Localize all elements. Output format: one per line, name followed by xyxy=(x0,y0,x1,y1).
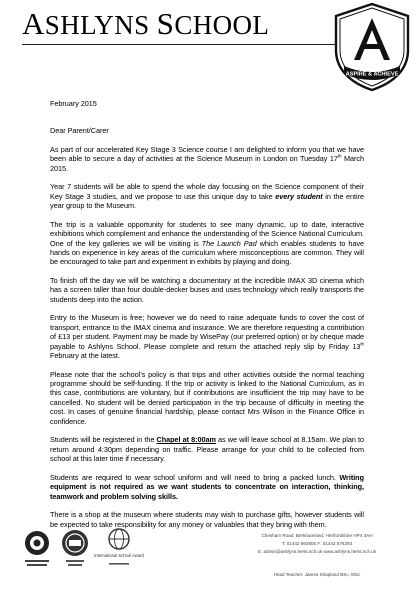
affiliation-logo-2 xyxy=(60,527,90,571)
letter-date: February 2015 xyxy=(50,99,97,108)
text-span: which enables students to have hands on experience in key areas of the curriculum where misconceptions are common. They will be encouraged to take part and experiment in exhibits by playing and doing. xyxy=(50,238,364,267)
text-span: February at the latest. xyxy=(50,351,120,361)
paragraph-7 xyxy=(50,435,364,463)
crest-motto: ASPIRE & ACHIEVE xyxy=(345,71,399,78)
international-school-award-logo xyxy=(94,527,144,573)
paragraph-2 xyxy=(50,182,364,210)
paragraph-8 xyxy=(50,473,364,501)
text-span: The trip is a valuable opportunity for students to see many dynamic, up to date, interactive exhibitions which complement and enhance the understanding of the Science National Curriculum. One of the key galleries we will be visiting is xyxy=(50,219,364,248)
text-span: As part of our accelerated Key Stage 3 Science course I am delighted to inform you that we have been able to secure a day of activities at the Science Museum in London on Tuesday 17 xyxy=(50,145,364,164)
text-span: as we will leave school at 8.15am. We plan to return around 4:30pm depending on traffic. Please arrange for your child to be collected from school at this later time if necessary. xyxy=(50,435,364,464)
paragraph-5 xyxy=(50,313,364,360)
paragraph-1 xyxy=(50,145,364,173)
salutation: Dear Parent/Carer xyxy=(50,126,109,136)
school-crest-logo xyxy=(330,2,414,92)
text-span: Students are required to wear school uniform and will need to bring a packed lunch. xyxy=(50,472,340,482)
email-line: E: admin@ashlyns.herts.sch.uk www.ashlyns.herts.sch.uk xyxy=(257,548,377,554)
text-span: in the entire year group to the Museum. xyxy=(50,191,364,211)
registration-time: Chapel at 8:00am xyxy=(156,435,216,445)
paragraph-3 xyxy=(50,220,364,267)
letter-body xyxy=(50,99,364,538)
address-line: Chesham Road, Berkhamsted, Hertfordshire HP4 3AH xyxy=(261,533,373,538)
head-teacher: Head Teacher: James Shapland BSc, MSc xyxy=(273,572,361,577)
school-name xyxy=(22,6,322,41)
accreditation-logos xyxy=(22,525,144,580)
text-span: Year 7 students will be able to spend the whole day focusing on the Science component of their Key Stage 3 studies, and we propose to use this unique day to take xyxy=(50,182,364,201)
ordinal-suffix: th xyxy=(360,341,364,347)
paragraph-6: Please note that the school’s policy is that trips and other activities outside the normal teaching programme should be self-funding. If the trip or activity is linked to the National Curriculum, as in this case, contributions are voluntary, but if contributions are insufficient the trip may have to be cancelled. No student will be denied participation in the trip because of difficulty in meeting the cost. In cases of genuine financial hardship, please contact Mrs Wilson in the Finance Office in confidence. xyxy=(50,369,364,426)
phone-line: T: 01442 863605 F: 01442 876292 xyxy=(281,540,353,546)
school-name-part: SHLYNS xyxy=(44,10,157,40)
text-span: Entry to the Museum is free; however we do need to raise adequate funds to cover the cost of transport, entrance to the IMAX cinema and insurance. We are therefore requesting a contribution of £13 per student. Payment may be made by WisePay (our preferred option) or by cheque made payable to Ashlyns School. Please complete and return the attached reply slip by Friday 13 xyxy=(50,313,364,351)
text-span: Students will be registered in the xyxy=(50,435,157,445)
ordinal-suffix: th xyxy=(337,153,342,159)
affiliation-logo-1 xyxy=(22,529,52,571)
school-contact-details xyxy=(222,532,412,555)
emphasis-text: every student xyxy=(275,191,323,201)
paragraph-9: There is a shop at the museum where students may wish to purchase gifts, however students will be expected to take responsibility for any money or valuables that they bring with them. xyxy=(50,510,364,529)
school-name-initial-2: S xyxy=(156,6,175,41)
header-divider xyxy=(22,44,337,45)
gallery-name: The Launch Pad xyxy=(201,238,257,248)
paragraph-4: To finish off the day we will be watching a documentary at the incredible IMAX 3D cinema which has a screen taller than four double-decker buses and uses technology which really transports the students deep into the action. xyxy=(50,276,364,304)
emphasis-text: Writing equipment is not required as we want students to concentrate on interaction, thinking, teamwork and problem solving skills. xyxy=(50,472,364,501)
text-span: March 2015. xyxy=(50,154,364,173)
school-name-part-2: CHOOL xyxy=(174,10,270,40)
award-label: International School Award xyxy=(94,553,144,558)
school-name-initial: A xyxy=(22,6,45,41)
